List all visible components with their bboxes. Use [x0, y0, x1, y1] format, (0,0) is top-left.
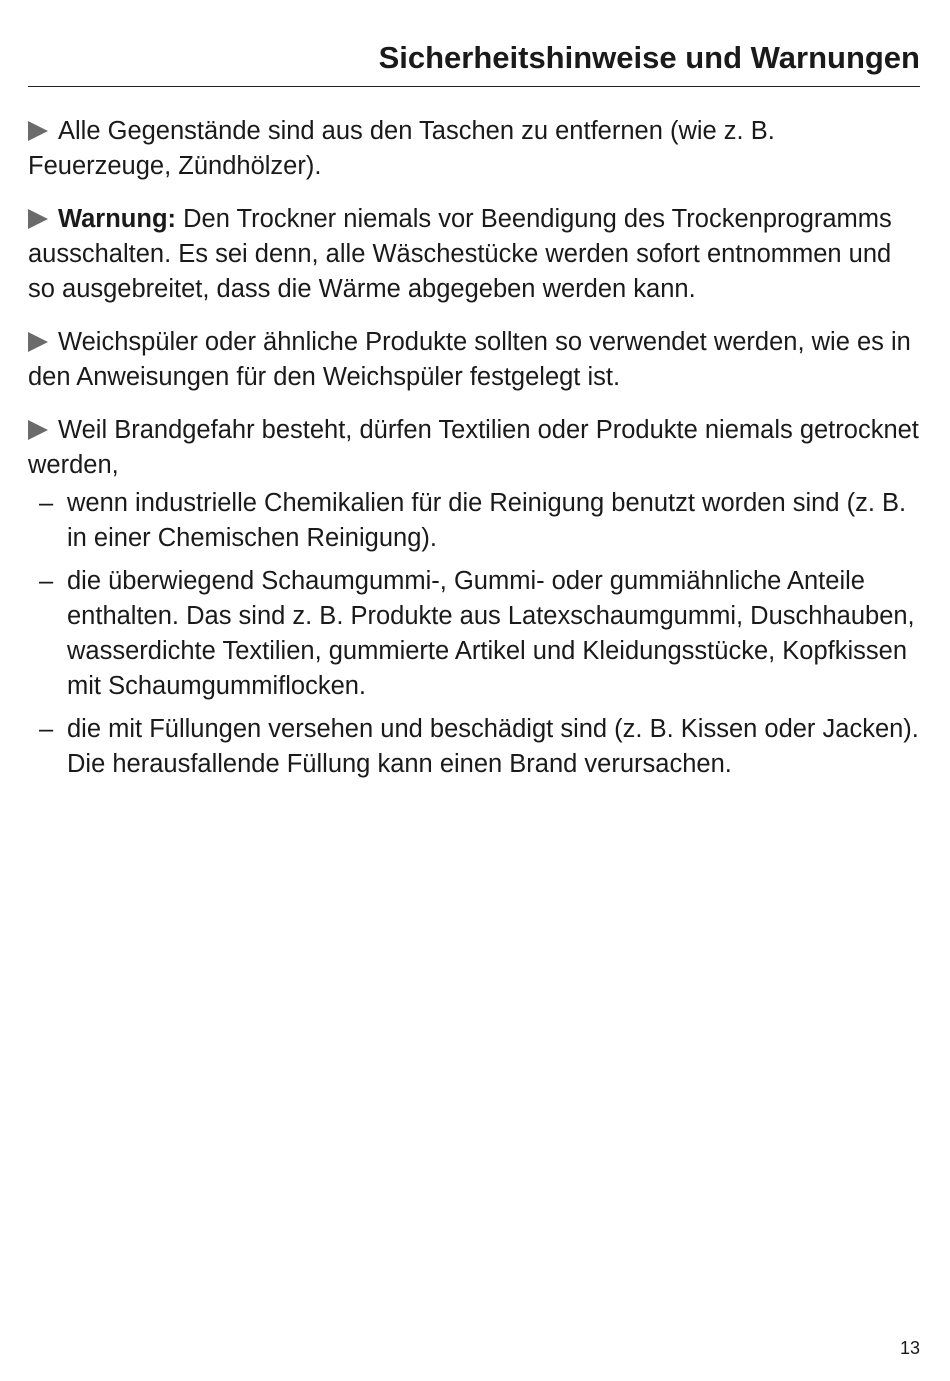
safety-item-text: Alle Gegenstände sind aus den Taschen zu entfernen (wie z. B. Feuerzeuge, Zündhölzer). [28, 117, 775, 180]
safety-item-text: Weil Brandgefahr besteht, dürfen Textilien oder Produkte niemals getrocknet werden, [28, 416, 919, 479]
triangle-right-icon [28, 332, 48, 352]
triangle-right-icon [28, 209, 48, 229]
list-item [28, 486, 923, 556]
safety-item-fire-risk [28, 413, 923, 483]
safety-item-pockets [28, 114, 923, 184]
safety-item-text: Den Trockner niemals vor Beendigung des Trockenprogramms ausschalten. Es sei denn, alle Wäschestücke werden sofort entnommen und so ausgebreitet, dass die Wärme abgegeben werden kann. [28, 205, 892, 303]
page-number: 13 [899, 1338, 920, 1358]
dash-bullet: – [39, 567, 54, 595]
list-item [28, 564, 923, 704]
triangle-right-icon [28, 121, 48, 141]
dash-bullet: – [39, 715, 54, 743]
list-item-text: die mit Füllungen versehen und beschädigt sind (z. B. Kissen oder Jacken). Die herausfallende Füllung kann einen Brand verursachen. [67, 715, 919, 778]
warning-label: Warnung: [58, 205, 177, 233]
triangle-right-icon [28, 420, 48, 440]
page-title: Sicherheitshinweise und Warnungen [378, 40, 920, 75]
safety-content [28, 114, 923, 790]
safety-item-text: Weichspüler oder ähnliche Produkte sollten so verwendet werden, wie es in den Anweisungen für den Weichspüler festgelegt ist. [28, 328, 911, 391]
safety-item-softener [28, 325, 923, 395]
safety-item-warning [28, 202, 923, 307]
list-item-text: die überwiegend Schaumgummi-, Gummi- oder gummiähnliche Anteile enthalten. Das sind z. B. Produkte aus Latexschaumgummi, Duschhauben, wasserdichte Textilien, gummierte Artikel und Kleidungsstücke, Kopfkissen mit Schaumgummiflocken. [67, 567, 915, 700]
list-item-text: wenn industrielle Chemikalien für die Reinigung benutzt worden sind (z. B. in einer Chemischen Reinigung). [67, 489, 907, 552]
list-item [28, 712, 923, 782]
dash-bullet: – [39, 489, 54, 517]
header-divider [28, 86, 920, 87]
